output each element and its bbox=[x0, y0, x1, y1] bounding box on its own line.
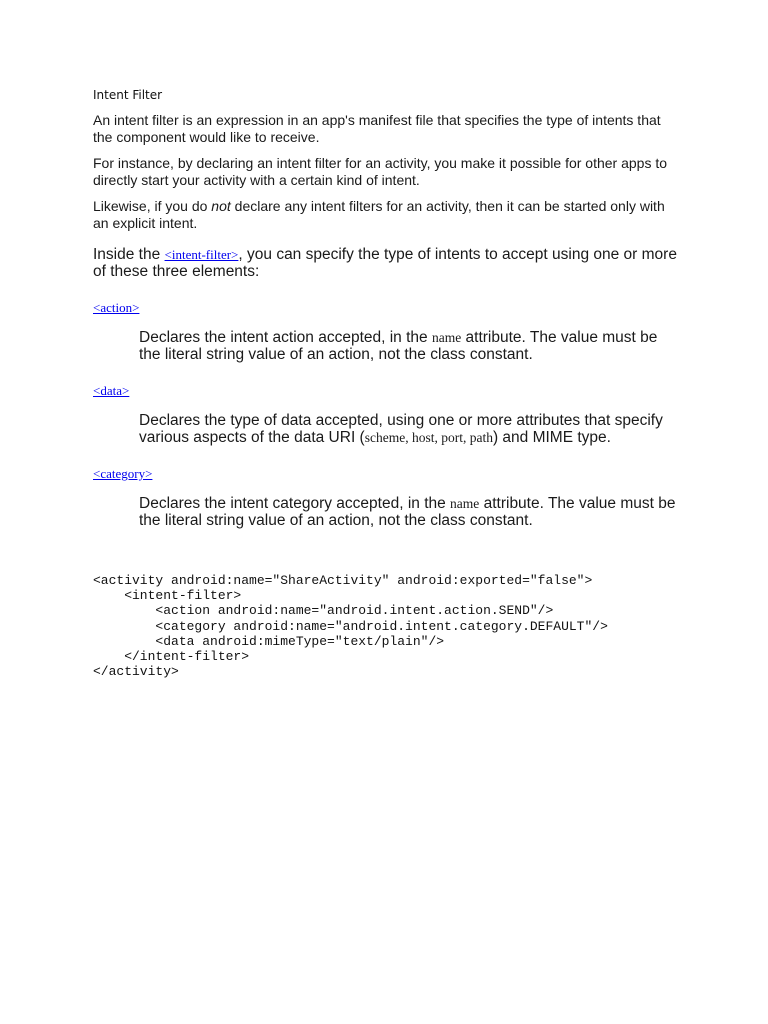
data-desc-start: Declares the type of data accepted, using one or more attributes that specify various aspects of the data URI ( bbox=[139, 412, 663, 446]
document-body bbox=[93, 86, 683, 679]
data-description bbox=[139, 412, 683, 446]
action-attr-name: name bbox=[431, 330, 462, 345]
action-element-section bbox=[93, 299, 683, 363]
action-desc-end: attribute. The value must be the literal string value of an action, not the class constant. bbox=[139, 329, 658, 363]
intro-paragraph-3-start: Likewise, if you do bbox=[93, 198, 212, 214]
code-line: <intent-filter> bbox=[93, 588, 242, 604]
data-attr-names: scheme, host, port, path bbox=[364, 430, 493, 445]
code-line: <data android:mimeType="text/plain"/> bbox=[93, 633, 445, 649]
elements-intro-end: , you can specify the type of intents to accept using one or more of these three elements: bbox=[93, 246, 677, 280]
code-line: </intent-filter> bbox=[93, 649, 250, 665]
data-desc-end: ) and MIME type. bbox=[492, 429, 611, 446]
category-description bbox=[139, 495, 683, 529]
elements-intro-paragraph bbox=[93, 246, 683, 280]
code-line: <category android:name="android.intent.category.DEFAULT"/> bbox=[93, 618, 608, 634]
data-link[interactable]: <data> bbox=[93, 383, 130, 398]
action-desc-start: Declares the intent action accepted, in the bbox=[139, 329, 432, 346]
code-block bbox=[93, 573, 683, 679]
action-description bbox=[139, 329, 683, 363]
code-line: </activity> bbox=[93, 664, 179, 680]
data-element-section bbox=[93, 382, 683, 446]
elements-intro-start: Inside the bbox=[93, 246, 165, 263]
category-attr-name: name bbox=[450, 496, 480, 511]
category-desc-end: attribute. The value must be the literal string value of an action, not the class constant. bbox=[139, 495, 676, 529]
action-link[interactable]: <action> bbox=[93, 300, 140, 315]
category-element-section bbox=[93, 465, 683, 529]
intro-paragraph-1: An intent filter is an expression in an app's manifest file that specifies the type of intents that the component would like to receive. bbox=[93, 112, 661, 145]
emphasis-not: not bbox=[211, 198, 231, 214]
intent-filter-link[interactable]: <intent-filter> bbox=[164, 247, 239, 262]
code-line: <activity android:name="ShareActivity" android:exported="false"> bbox=[93, 573, 593, 588]
code-line: <action android:name="android.intent.action.SEND"/> bbox=[93, 603, 554, 619]
category-link[interactable]: <category> bbox=[93, 466, 153, 481]
intro-paragraph-3 bbox=[93, 198, 683, 232]
category-desc-start: Declares the intent category accepted, in the bbox=[139, 495, 451, 512]
page-title: Intent Filter bbox=[93, 88, 163, 102]
intro-paragraph-3-end: declare any intent filters for an activity, then it can be started only with an explicit intent. bbox=[93, 198, 665, 231]
intro-paragraph-2: For instance, by declaring an intent filter for an activity, you make it possible for other apps to directly start your activity with a certain kind of intent. bbox=[93, 155, 668, 188]
